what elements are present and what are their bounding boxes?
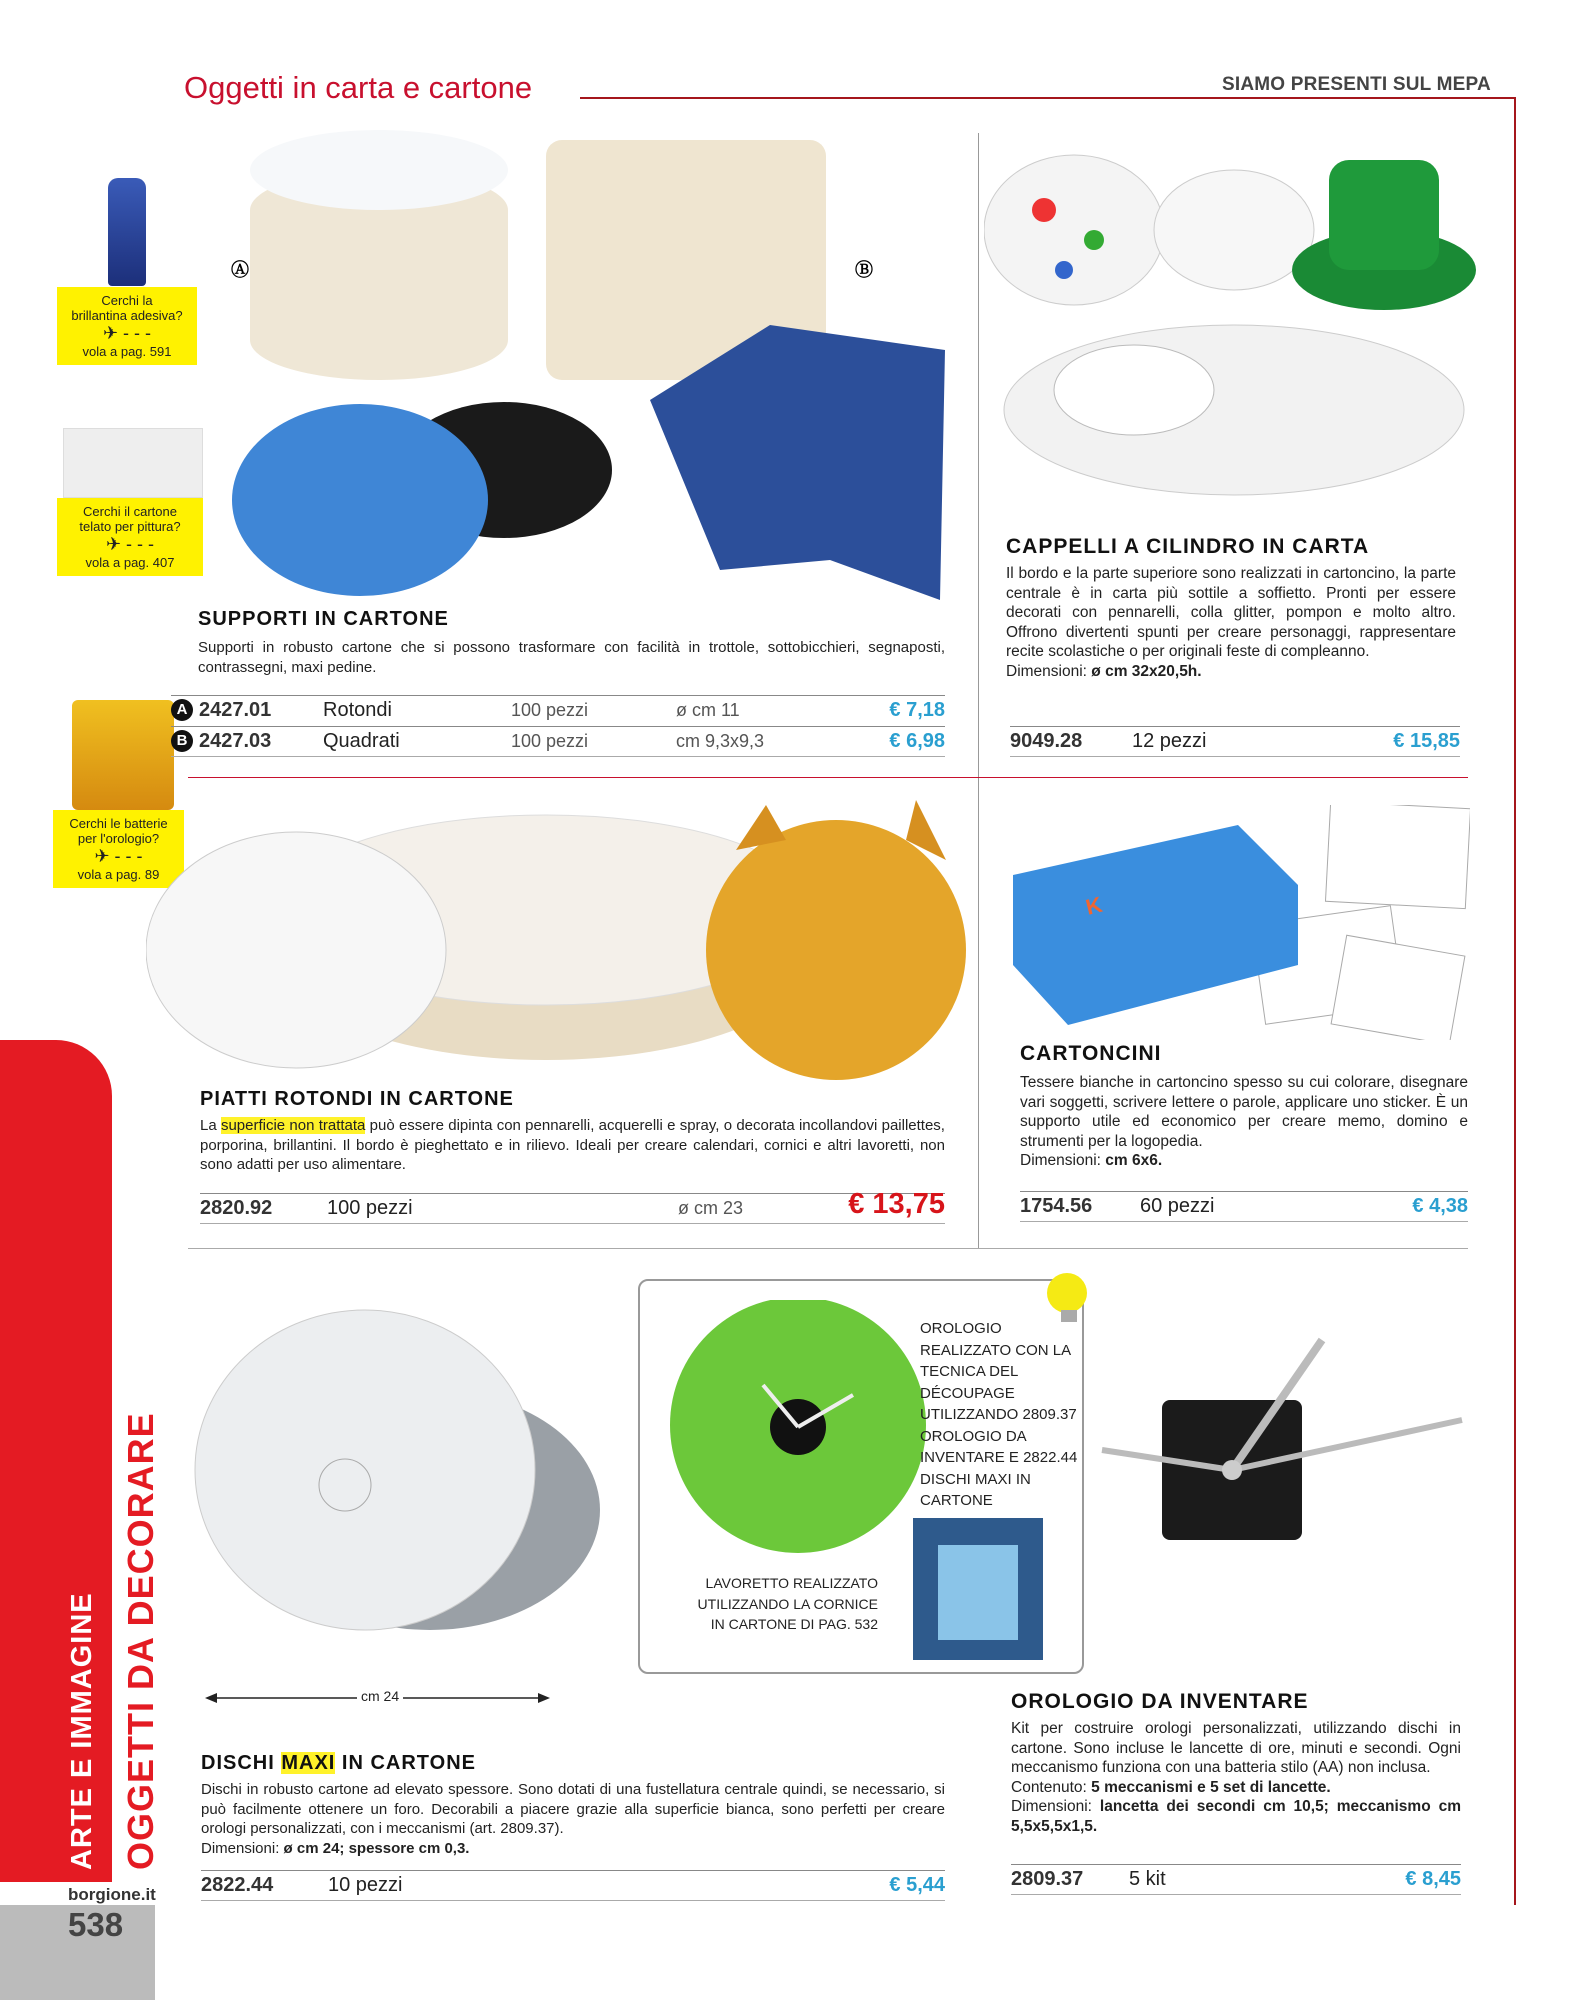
- title-text: DISCHI: [201, 1752, 275, 1774]
- paper-plates-image: [146, 800, 978, 1092]
- price: € 13,75: [848, 1188, 945, 1220]
- content-label: Contenuto:: [1011, 1778, 1087, 1796]
- page-number: 538: [68, 1906, 124, 1943]
- product-title: PIATTI ROTONDI IN CARTONE: [200, 1088, 514, 1110]
- highlight-text: superficie non trattata: [220, 1117, 366, 1134]
- box-brand: K: [1083, 891, 1105, 920]
- callout-canvas[interactable]: [57, 498, 203, 576]
- product-description: [1006, 564, 1456, 681]
- product-title: CARTONCINI: [1020, 1042, 1162, 1065]
- highlight-text: MAXI: [281, 1752, 336, 1774]
- product-title: CAPPELLI A CILINDRO IN CARTA: [1006, 535, 1370, 558]
- variant-name: Rotondi: [323, 699, 392, 721]
- sky-disc: [232, 404, 488, 596]
- table-row[interactable]: [1011, 1864, 1461, 1895]
- product-description: Supporti in robusto cartone che si possono trasformare con facilità in trottole, sottobicchieri, segnaposti, contrassegni, maxi pedine.: [198, 639, 945, 676]
- product-code: 2820.92: [200, 1197, 273, 1219]
- dim-label: Dimensioni:: [1020, 1152, 1101, 1169]
- product-code: 1754.56: [1020, 1195, 1093, 1217]
- canvas-board-image: [63, 428, 203, 498]
- dim-value: lancetta dei secondi cm 10,5; meccanismo cm 5,5x5,5x1,5.: [1011, 1798, 1461, 1835]
- dimensions-line: [1006, 662, 1456, 682]
- dimensions-line: [1011, 1797, 1461, 1836]
- product-title: OROLOGIO DA INVENTARE: [1011, 1690, 1309, 1713]
- subcategory-label: OGGETTI DA DECORARE: [120, 1412, 161, 1870]
- table-row[interactable]: [1010, 726, 1460, 757]
- quantity: 100 pezzi: [511, 700, 589, 720]
- cat-mask: [706, 820, 966, 1080]
- dim-value: ø cm 32x20,5h.: [1091, 662, 1202, 680]
- site-link[interactable]: borgione.it: [68, 1885, 156, 1904]
- product-code: 2822.44: [201, 1874, 274, 1896]
- callout-text: Cerchi le batterie: [69, 816, 168, 831]
- badge-a-icon: Ⓐ: [231, 260, 249, 280]
- dimensions-line: [201, 1839, 945, 1859]
- callout-glitter[interactable]: [57, 287, 197, 365]
- table-row[interactable]: [200, 1188, 945, 1224]
- product-code: 2427.01: [199, 699, 272, 721]
- row-divider: [188, 777, 1468, 778]
- dim-value: cm 6x6.: [1105, 1152, 1163, 1169]
- table-row[interactable]: [171, 726, 945, 757]
- product-title: [201, 1752, 476, 1775]
- description-text: Il bordo e la parte superiore sono realizzati in cartoncino, la parte centrale è in carta più sottile a soffietto. Pronti per essere decorati con pennarelli, colla glitter, pompon e molto altro. Offrono divertenti spunti per creare personaggi, rappresentare recite scolastiche o per originali feste di compleanno.: [1006, 565, 1456, 660]
- supporti-image: [230, 130, 960, 610]
- product-description: [200, 1116, 945, 1175]
- measure-label: cm 24: [357, 1688, 403, 1704]
- title-text: IN CARTONE: [341, 1752, 477, 1774]
- price: € 5,44: [889, 1874, 945, 1896]
- desc-text: La: [200, 1117, 217, 1134]
- callout-text: telato per pittura?: [79, 519, 181, 534]
- quantity: 12 pezzi: [1132, 730, 1207, 752]
- quantity: 10 pezzi: [328, 1874, 403, 1896]
- product-code: 2427.03: [199, 730, 272, 752]
- clock-mechanism-image: [1092, 1320, 1482, 1570]
- callout-text: Cerchi il cartone: [83, 504, 177, 519]
- quantity: 100 pezzi: [327, 1197, 413, 1219]
- callout-link[interactable]: vola a pag. 89: [77, 867, 160, 882]
- dimension: ø cm 11: [676, 700, 740, 720]
- callout-text: per l'orologio?: [77, 831, 160, 846]
- price: € 7,18: [889, 699, 945, 721]
- paper-plane-icon: ✈ - - -: [102, 323, 152, 343]
- dimensions-line: [1020, 1151, 1468, 1171]
- callout-text: brillantina adesiva?: [71, 308, 183, 323]
- price-table: [171, 695, 945, 757]
- badge-a: A: [171, 699, 193, 721]
- content-line: [1011, 1778, 1461, 1798]
- dimension: ø cm 23: [678, 1198, 744, 1218]
- description-text: Dischi in robusto cartone ad elevato spessore. Sono dotati di una fustellatura centrale quindi, se necessario, si può facilmente ottenere un foro. Decorabili a piacere grazie alla superficie bianca, sono perfetti per creare orologi personalizzati, con i meccanismi (art. 2809.37).: [201, 1781, 945, 1837]
- badge-b: B: [171, 730, 193, 752]
- desc-text: può essere dipinta con pennarelli, acquerelli e spray, o decorata incollandovi paillettes, porporina, brillantini. Il bordo è pieghettato e in rilievo. Ideali per creare calendari, cornici e altri lavoretti, non sono adatti per uso alimentare.: [200, 1117, 945, 1173]
- content-value: 5 meccanismi e 5 set di lancette.: [1091, 1778, 1331, 1796]
- mepa-label: SIAMO PRESENTI SUL MEPA: [1222, 74, 1491, 95]
- paper-plane-icon: ✈ - - -: [94, 846, 143, 866]
- column-divider: [978, 133, 979, 1248]
- product-code: 2809.37: [1011, 1868, 1084, 1890]
- price: € 15,85: [1393, 730, 1460, 752]
- table-row[interactable]: [171, 695, 945, 726]
- row-divider: [188, 1248, 1468, 1249]
- price: € 8,45: [1405, 1868, 1461, 1890]
- cartoncini-image: [1008, 805, 1470, 1040]
- product-code: 9049.28: [1010, 730, 1083, 752]
- variant-name: Quadrati: [323, 730, 400, 752]
- description-text: Kit per costruire orologi personalizzati, utilizzando dischi in cartone. Sono incluse le lancette di ore, minuti e secondi. Ogni meccanismo funziona con una batteria stilo (AA) non inclusa.: [1011, 1720, 1461, 1776]
- table-row[interactable]: [201, 1870, 945, 1901]
- category-label: ARTE E IMMAGINE: [66, 1592, 98, 1870]
- product-description: [1011, 1719, 1461, 1836]
- dim-label: Dimensioni:: [1011, 1798, 1092, 1815]
- price: € 4,38: [1412, 1195, 1468, 1217]
- page-title: Oggetti in carta e cartone: [184, 70, 533, 105]
- description-text: Tessere bianche in cartoncino spesso su cui colorare, disegnare vari soggetti, scrivere lettere o parole, applicare uno sticker. È un supporto utile ed economico per creare memo, domino e strumenti per la logopedia.: [1020, 1074, 1468, 1150]
- price: € 6,98: [889, 730, 945, 752]
- header-rule: [580, 97, 1516, 99]
- dim-label: Dimensioni:: [201, 1839, 280, 1857]
- quantity: 60 pezzi: [1140, 1195, 1215, 1217]
- idea-note-clock: OROLOGIO REALIZZATO CON LA TECNICA DEL DÉCOUPAGE UTILIZZANDO 2809.37 OROLOGIO DA INVENTARE E 2822.44 DISCHI MAXI IN CARTONE: [920, 1320, 1078, 1509]
- dimension: cm 9,3x9,3: [676, 731, 765, 751]
- quantity: 100 pezzi: [511, 731, 589, 751]
- badge-b-icon: Ⓑ: [855, 260, 873, 280]
- quantity: 5 kit: [1129, 1868, 1166, 1890]
- product-description: [201, 1780, 945, 1858]
- paper-hats-image: [984, 140, 1480, 510]
- dim-value: ø cm 24; spessore cm 0,3.: [283, 1839, 470, 1857]
- battery-pack-image: [72, 700, 174, 810]
- product-description: [1020, 1073, 1468, 1171]
- dim-label: Dimensioni:: [1006, 662, 1087, 680]
- callout-text: Cerchi la: [101, 293, 153, 308]
- right-rule: [1514, 97, 1516, 1905]
- table-row[interactable]: [1020, 1191, 1468, 1222]
- paper-plane-icon: ✈ - - -: [105, 534, 155, 554]
- round-stack: [250, 130, 508, 210]
- product-title: SUPPORTI IN CARTONE: [198, 608, 449, 630]
- cardboard-discs-image: [190, 1300, 610, 1645]
- callout-link[interactable]: vola a pag. 407: [85, 555, 175, 570]
- callout-link[interactable]: vola a pag. 591: [82, 344, 172, 359]
- glitter-glue-image: [108, 178, 146, 286]
- idea-note-frame: LAVORETTO REALIZZATO UTILIZZANDO LA CORNICE IN CARTONE DI PAG. 532: [697, 1575, 878, 1632]
